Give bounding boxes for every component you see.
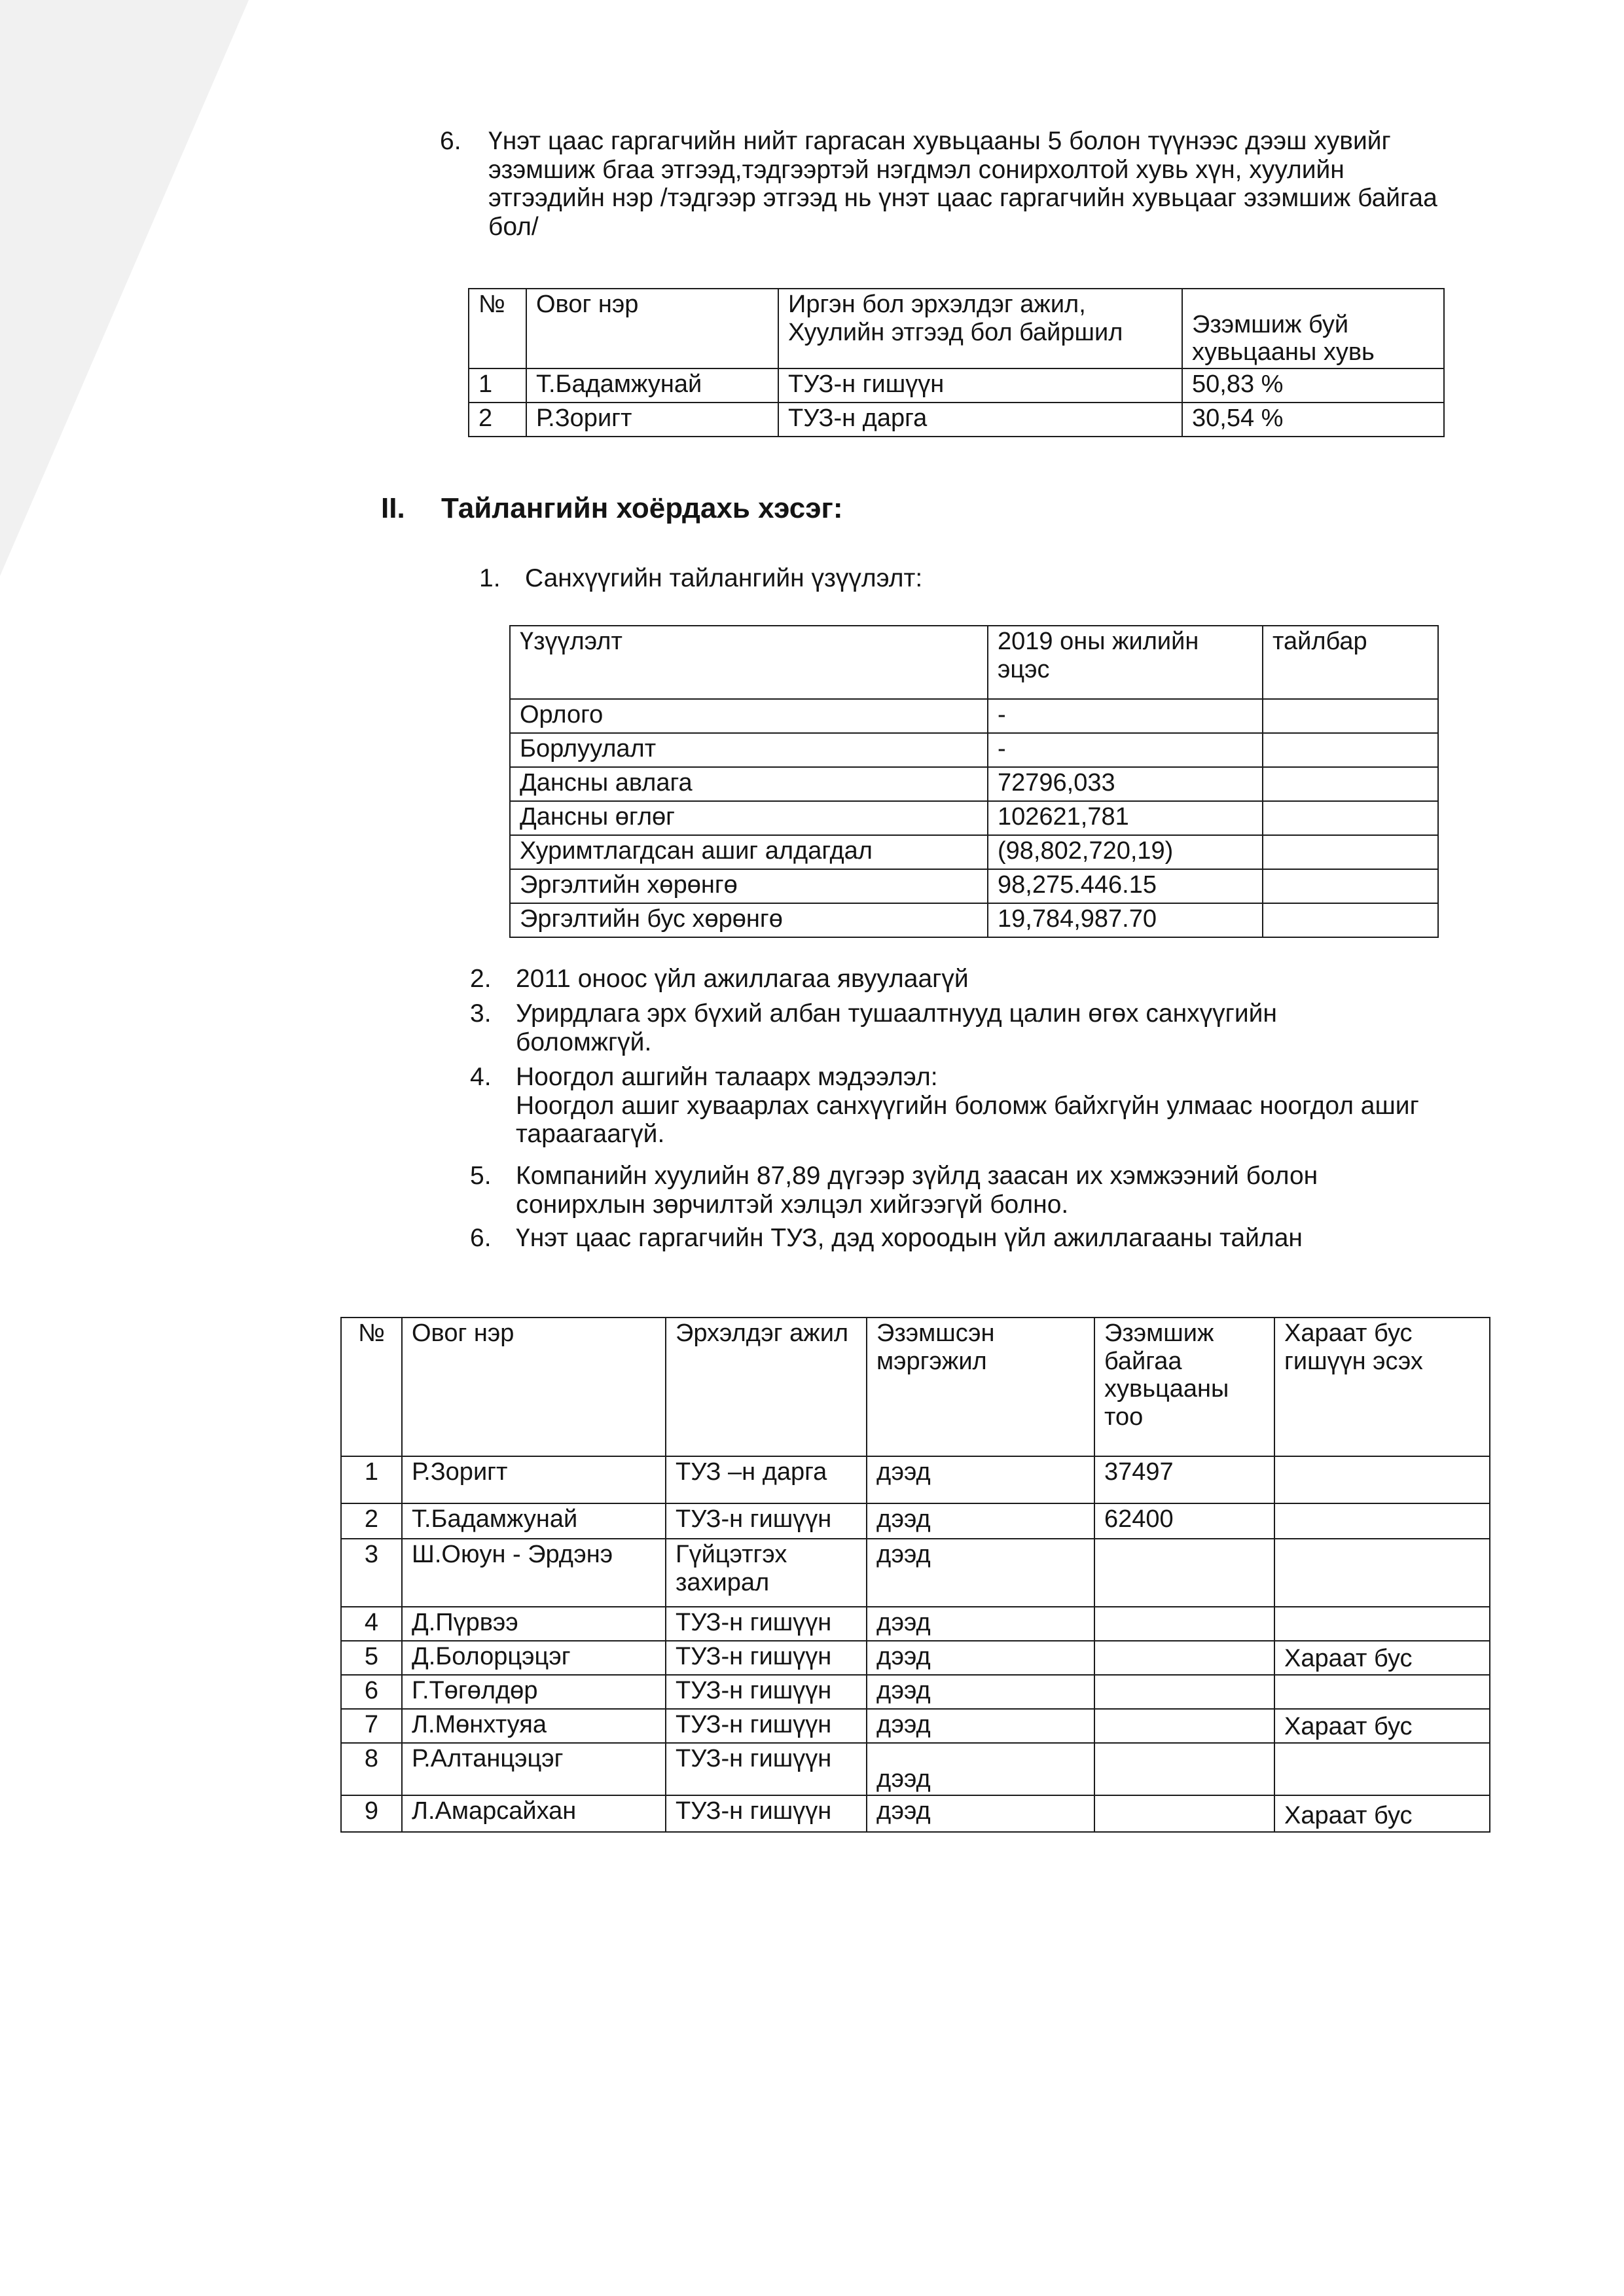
table-row [469, 368, 1444, 403]
item-4 [470, 1063, 1419, 1149]
table-cell: 72796,033 [988, 767, 1263, 801]
table-cell: дээд [867, 1709, 1094, 1743]
table-cell [1274, 1456, 1490, 1503]
table-cell [1274, 1503, 1490, 1539]
board-table [340, 1317, 1490, 1833]
table-cell [1274, 1675, 1490, 1709]
table-cell: Л.Амарсайхан [402, 1795, 666, 1832]
header-cell: Эзэмшсэн мэргэжил [867, 1318, 1094, 1456]
table-row [510, 699, 1438, 733]
table-cell: Эргэлтийн бус хөрөнгө [510, 903, 988, 937]
table-cell: 19,784,987.70 [988, 903, 1263, 937]
item-text: Санхүүгийн тайлангийн үзүүлэлт: [525, 564, 923, 592]
header-cell: Овог нэр [526, 289, 778, 368]
item-5 [470, 1162, 1419, 1219]
header-cell: 2019 оны жилийн эцэс [988, 626, 1263, 699]
table-cell: ТУЗ-н гишүүн [666, 1709, 867, 1743]
table-cell: Гүйцэтгэх захирал [666, 1539, 867, 1607]
table-cell: дээд [867, 1607, 1094, 1641]
scan-shadow [0, 0, 262, 589]
table-cell [1263, 767, 1438, 801]
table-cell: 7 [341, 1709, 402, 1743]
table-cell: 9 [341, 1795, 402, 1832]
table-cell: 1 [341, 1456, 402, 1503]
table-header-row [341, 1318, 1490, 1456]
table-header-row [469, 289, 1444, 368]
table-cell [1274, 1607, 1490, 1641]
section-roman-numeral: II. [381, 492, 405, 524]
table-cell [1274, 1743, 1490, 1795]
table-cell [1263, 869, 1438, 903]
item-number: 5. [470, 1162, 492, 1190]
table-cell [1094, 1743, 1274, 1795]
table-row [341, 1709, 1490, 1743]
table-cell: Хараат бус [1274, 1709, 1490, 1743]
table-cell: Хуримтлагдсан ашиг алдагдал [510, 835, 988, 869]
table-cell: ТУЗ-н гишүүн [666, 1675, 867, 1709]
item-text: Компанийн хуулийн 87,89 дүгээр зүйлд заасан их хэмжээний болон сонирхлын зөрчилтэй хэлцэл хийгээгүй болно. [516, 1162, 1318, 1219]
table-cell: Р.Зоригт [526, 403, 778, 437]
table-row [341, 1675, 1490, 1709]
table-cell [1274, 1539, 1490, 1607]
table-row [510, 733, 1438, 767]
table-cell: ТУЗ-н гишүүн [778, 368, 1182, 403]
table-row [341, 1641, 1490, 1675]
item-6-board-report [470, 1224, 1419, 1253]
section-two-heading [381, 492, 843, 524]
item-text: Ноогдол ашгийн талаарх мэдээлэл: Ноогдол ашиг хуваарлах санхүүгийн боломж байхгүйн улмаас ноогдол ашиг тараагаагүй. [516, 1063, 1419, 1149]
header-cell: Эзэмшиж буй хувьцааны хувь [1182, 289, 1444, 368]
table-cell: ТУЗ-н гишүүн [666, 1607, 867, 1641]
table-cell [1094, 1539, 1274, 1607]
table-cell: ТУЗ-н гишүүн [666, 1503, 867, 1539]
table-cell: 2 [469, 403, 526, 437]
table-cell: - [988, 699, 1263, 733]
item-2 [470, 965, 1419, 994]
table-cell: 102621,781 [988, 801, 1263, 835]
table-cell: 8 [341, 1743, 402, 1795]
table-cell: Р.Алтанцэцэг [402, 1743, 666, 1795]
table-row [510, 869, 1438, 903]
item-6-shareholders [440, 127, 1448, 242]
table-row [510, 767, 1438, 801]
table-cell: дээд [867, 1743, 1094, 1795]
item-text: 2011 оноос үйл ажиллагаа явуулаагүй [516, 965, 969, 993]
table-cell: дээд [867, 1539, 1094, 1607]
header-cell: Иргэн бол эрхэлдэг ажил, Хуулийн этгээд бол байршил [778, 289, 1182, 368]
header-cell: Үзүүлэлт [510, 626, 988, 699]
item-1-financial [479, 564, 1396, 593]
shareholders-table [468, 288, 1445, 437]
table-row [510, 903, 1438, 937]
table-row [469, 403, 1444, 437]
table-cell: Ш.Оюун - Эрдэнэ [402, 1539, 666, 1607]
table-cell: 5 [341, 1641, 402, 1675]
table-cell [1263, 801, 1438, 835]
table-row [510, 835, 1438, 869]
table-cell: дээд [867, 1456, 1094, 1503]
table-cell [1263, 699, 1438, 733]
table-cell: Эргэлтийн хөрөнгө [510, 869, 988, 903]
table-cell: 30,54 % [1182, 403, 1444, 437]
table-cell [1094, 1795, 1274, 1832]
financial-table [509, 625, 1439, 938]
table-cell: 98,275.446.15 [988, 869, 1263, 903]
table-cell: Орлого [510, 699, 988, 733]
table-cell: - [988, 733, 1263, 767]
header-cell: Эрхэлдэг ажил [666, 1318, 867, 1456]
table-cell: Борлуулалт [510, 733, 988, 767]
item-number: 6. [440, 127, 461, 155]
table-cell: 37497 [1094, 1456, 1274, 1503]
table-cell: дээд [867, 1795, 1094, 1832]
table-cell: Хараат бус [1274, 1641, 1490, 1675]
table-cell: ТУЗ-н гишүүн [666, 1641, 867, 1675]
table-cell: Д.Болорцэцэг [402, 1641, 666, 1675]
table-cell [1263, 903, 1438, 937]
table-cell: Л.Мөнхтуяа [402, 1709, 666, 1743]
table-row [341, 1743, 1490, 1795]
table-header-row [510, 626, 1438, 699]
table-row [341, 1795, 1490, 1832]
table-row [341, 1456, 1490, 1503]
table-cell [1094, 1641, 1274, 1675]
table-cell: дээд [867, 1503, 1094, 1539]
table-cell: Д.Пүрвээ [402, 1607, 666, 1641]
table-cell [1263, 835, 1438, 869]
table-cell: 1 [469, 368, 526, 403]
table-cell: Хараат бус [1274, 1795, 1490, 1832]
table-row [341, 1539, 1490, 1607]
table-cell: ТУЗ-н дарга [778, 403, 1182, 437]
table-cell [1094, 1607, 1274, 1641]
header-cell: Хараат бус гишүүн эсэх [1274, 1318, 1490, 1456]
table-cell: 4 [341, 1607, 402, 1641]
item-text: Урирдлага эрх бүхий албан тушаалтнууд цалин өгөх санхүүгийн боломжгүй. [516, 999, 1277, 1056]
table-cell: Т.Бадамжунай [526, 368, 778, 403]
item-number: 6. [470, 1224, 492, 1252]
table-cell: дээд [867, 1675, 1094, 1709]
section-title: Тайлангийн хоёрдахь хэсэг: [441, 492, 843, 524]
header-cell: тайлбар [1263, 626, 1438, 699]
table-cell: ТУЗ-н гишүүн [666, 1795, 867, 1832]
header-cell: Эзэмшиж байгаа хувьцааны тоо [1094, 1318, 1274, 1456]
header-cell: № [469, 289, 526, 368]
table-cell: Р.Зоригт [402, 1456, 666, 1503]
table-cell: Дансны өглөг [510, 801, 988, 835]
table-cell: ТУЗ –н дарга [666, 1456, 867, 1503]
table-cell: 62400 [1094, 1503, 1274, 1539]
table-cell: 6 [341, 1675, 402, 1709]
item-3 [470, 999, 1419, 1056]
table-cell: 50,83 % [1182, 368, 1444, 403]
table-cell: ТУЗ-н гишүүн [666, 1743, 867, 1795]
item-number: 3. [470, 999, 492, 1028]
table-cell: дээд [867, 1641, 1094, 1675]
header-cell: Овог нэр [402, 1318, 666, 1456]
table-row [341, 1607, 1490, 1641]
item-text: Үнэт цаас гаргагчийн нийт гаргасан хувьцааны 5 болон түүнээс дээш хувийг эзэмшиж бгаа этгээд,тэдгээртэй нэгдмэл сонирхолтой хувь хүн, хуулийн этгээдийн нэр /тэдгээр этгээд нь үнэт цаас гаргагчийн хувьцааг эзэмшиж байгаа бол/ [488, 127, 1437, 242]
table-cell [1263, 733, 1438, 767]
item-number: 2. [470, 965, 492, 993]
table-cell: (98,802,720,19) [988, 835, 1263, 869]
table-cell [1094, 1709, 1274, 1743]
table-cell: Т.Бадамжунай [402, 1503, 666, 1539]
item-number: 1. [479, 564, 501, 592]
item-number: 4. [470, 1063, 492, 1091]
table-cell: Дансны авлага [510, 767, 988, 801]
item-text: Үнэт цаас гаргагчийн ТУЗ, дэд хороодын үйл ажиллагааны тайлан [516, 1224, 1303, 1252]
table-cell: Г.Төгөлдөр [402, 1675, 666, 1709]
header-cell: № [341, 1318, 402, 1456]
table-row [510, 801, 1438, 835]
table-cell: 3 [341, 1539, 402, 1607]
table-cell [1094, 1675, 1274, 1709]
table-cell: 2 [341, 1503, 402, 1539]
table-row [341, 1503, 1490, 1539]
